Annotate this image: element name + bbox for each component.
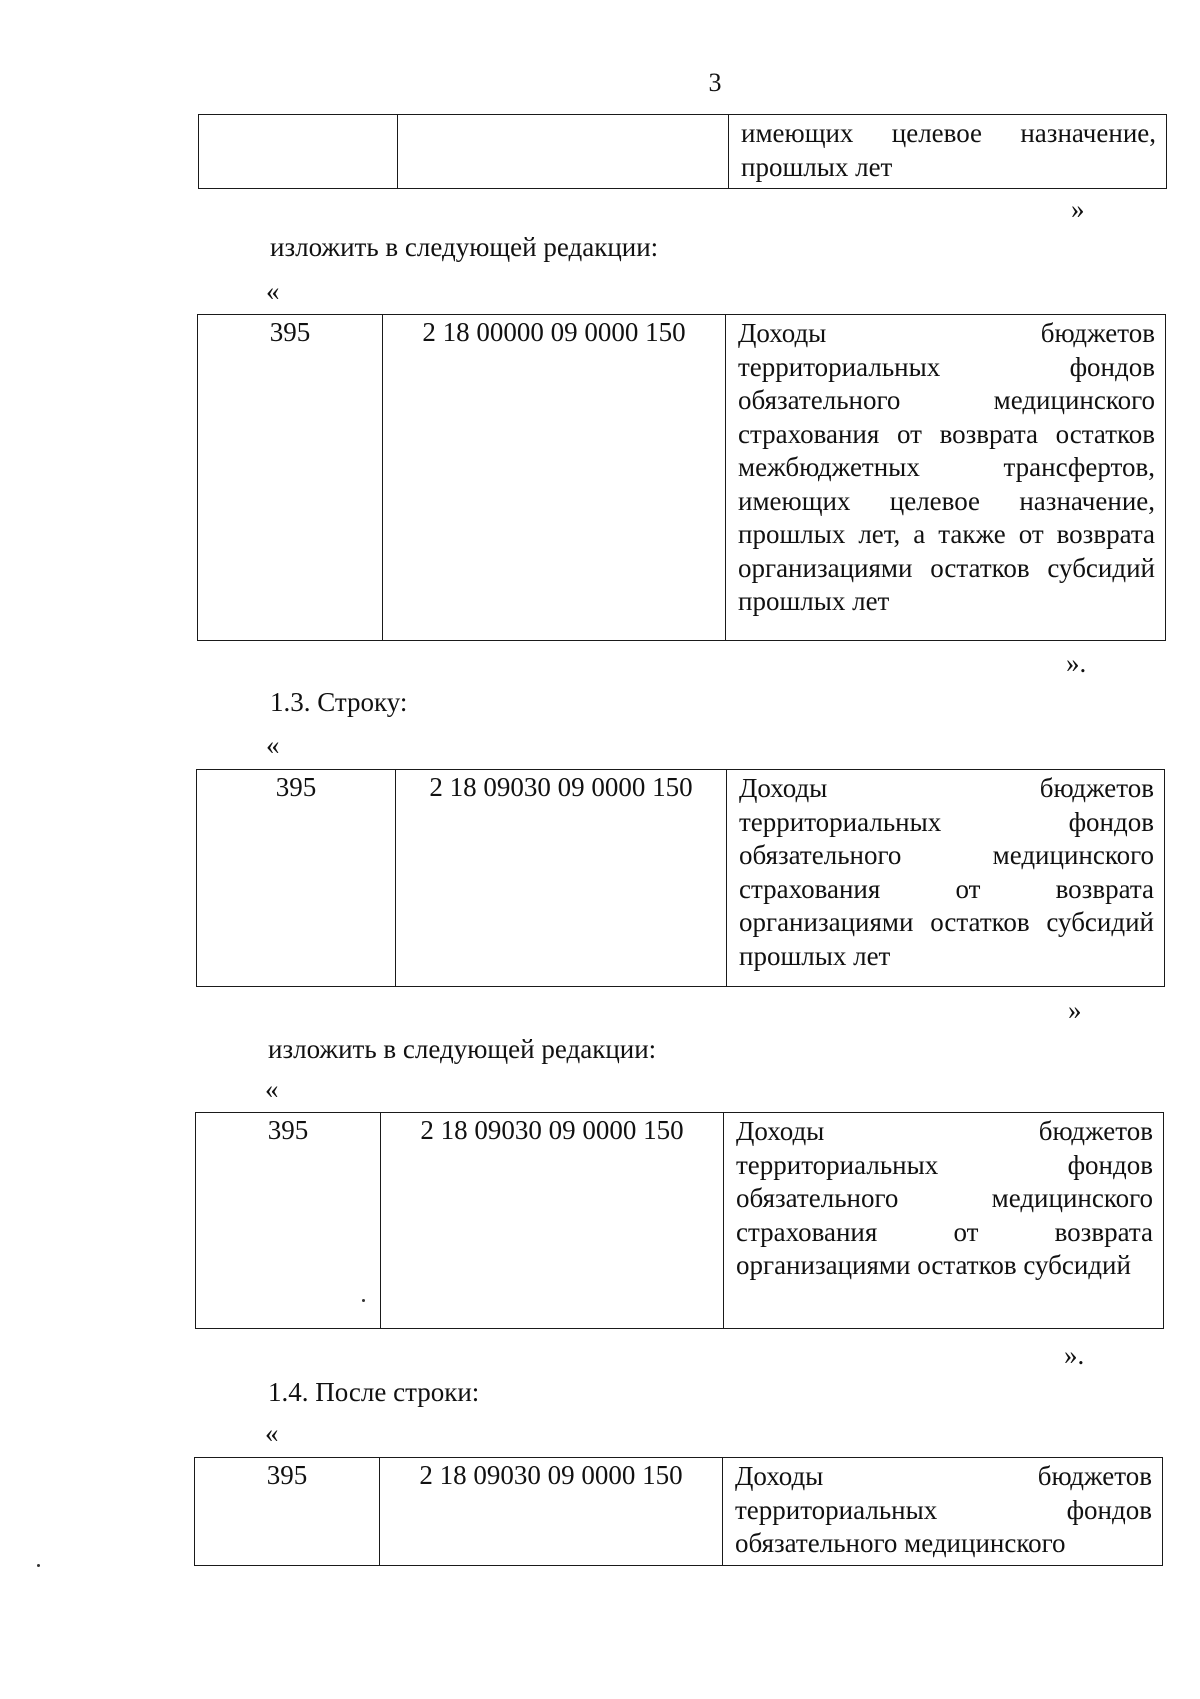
description-cell: Доходы бюджетов территориальных фондов обязательного медицинского <box>723 1458 1163 1566</box>
opening-quote: « <box>265 1074 279 1104</box>
table-row-current-1-3 <box>196 769 1165 987</box>
opening-quote: « <box>266 730 280 760</box>
closing-quote-period: ». <box>1066 648 1087 678</box>
table-row-after-1-4 <box>194 1457 1163 1566</box>
closing-quote: » <box>1068 995 1082 1025</box>
paragraph-present-new-wording: изложить в следующей редакции: <box>270 232 659 262</box>
code-cell: 395 <box>198 315 383 641</box>
closing-quote: » <box>1071 194 1085 224</box>
kbk-cell <box>398 115 729 189</box>
page-number: 3 <box>708 68 722 97</box>
kbk-cell: 2 18 09030 09 0000 150 <box>381 1113 724 1329</box>
kbk-cell: 2 18 09030 09 0000 150 <box>380 1458 723 1566</box>
paragraph-present-new-wording: изложить в следующей редакции: <box>268 1034 657 1064</box>
kbk-cell: 2 18 00000 09 0000 150 <box>383 315 726 641</box>
closing-quote-period: ». <box>1064 1340 1085 1370</box>
description-cell: Доходы бюджетов территориальных фондов обязательного медицинского страхования от возврата остатков межбюджетных трансфертов, имеющих целевое назначение, прошлых лет, а также от возврата организациями остатков субсидий прошлых лет <box>726 315 1166 641</box>
table-row-continuation <box>198 114 1167 189</box>
paragraph-item-1-4: 1.4. После строки: <box>268 1377 480 1407</box>
paragraph-item-1-3: 1.3. Строку: <box>270 687 408 717</box>
code-cell <box>199 115 398 189</box>
kbk-cell: 2 18 09030 09 0000 150 <box>396 770 727 987</box>
scan-speck <box>362 1299 365 1302</box>
opening-quote: « <box>265 1418 279 1448</box>
table-row-new-wording-1 <box>197 314 1166 641</box>
opening-quote: « <box>266 276 280 306</box>
description-cell: имеющих целевое назначение, прошлых лет <box>729 115 1167 189</box>
code-cell: 395 <box>197 770 396 987</box>
code-cell: 395 <box>195 1458 380 1566</box>
table-row-new-wording-2 <box>195 1112 1164 1329</box>
description-cell: Доходы бюджетов территориальных фондов обязательного медицинского страхования от возврата организациями остатков субсидий <box>724 1113 1164 1329</box>
scan-speck <box>37 1564 40 1567</box>
description-cell: Доходы бюджетов территориальных фондов обязательного медицинского страхования от возврата организациями остатков субсидий прошлых лет <box>727 770 1165 987</box>
code-cell: 395 <box>196 1113 381 1329</box>
